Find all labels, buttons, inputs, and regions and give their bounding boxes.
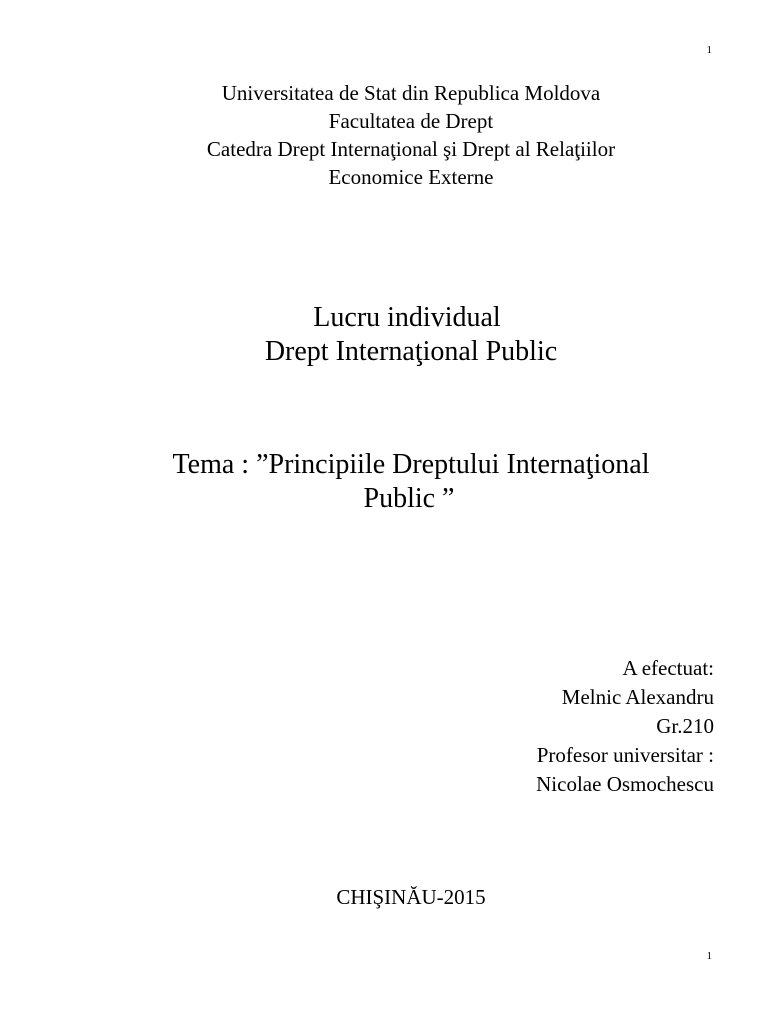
- department-name-line2: Economice Externe: [328, 165, 494, 189]
- group-number: Gr.210: [656, 714, 714, 738]
- student-name: Melnic Alexandru: [561, 685, 714, 709]
- city-year: CHIŞINĂU-2015: [336, 885, 486, 909]
- author-info: [536, 654, 714, 799]
- institution-header: [0, 79, 768, 191]
- professor-name: Nicolae Osmochescu: [536, 772, 714, 796]
- university-name: Universitatea de Stat din Republica Moldova: [221, 81, 601, 105]
- theme-line2: Public ”: [363, 483, 455, 514]
- department-name-line1: Catedra Drept Internaţional şi Drept al Relaţiilor: [206, 137, 616, 161]
- page-number-top: 1: [706, 44, 712, 56]
- theme-line1: Tema : ”Principiile Dreptului Internaţional: [172, 449, 650, 480]
- work-type: Lucru individual: [313, 302, 501, 333]
- performed-label: A efectuat:: [622, 656, 714, 680]
- theme-block: [0, 448, 768, 516]
- course-name: Drept Internaţional Public: [264, 336, 558, 367]
- document-title: [0, 301, 768, 369]
- page-number-bottom: 1: [706, 950, 712, 962]
- professor-label: Profesor universitar :: [536, 743, 714, 767]
- faculty-name: Facultatea de Drept: [328, 109, 494, 133]
